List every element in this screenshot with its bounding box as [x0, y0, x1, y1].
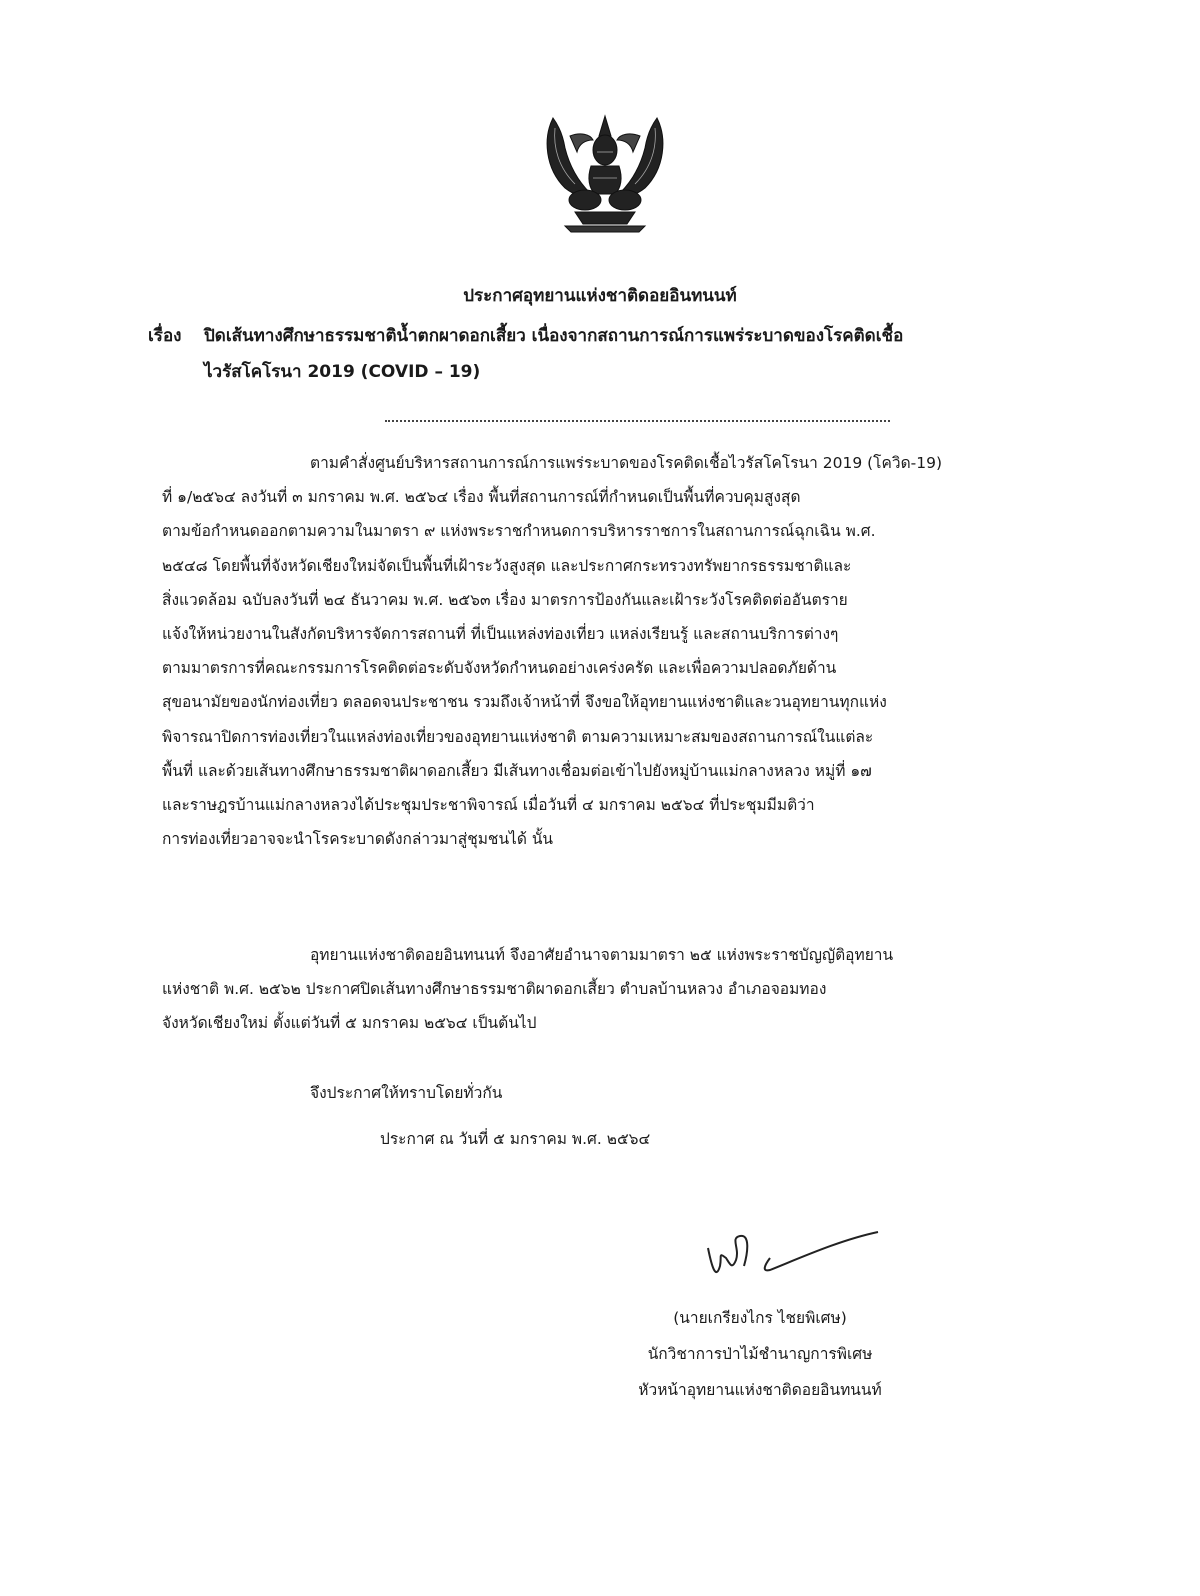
signatory-position: นักวิชาการป่าไม้ชำนาญการพิเศษ: [647, 1345, 873, 1363]
paragraph-line: ตามคำสั่งศูนย์บริหารสถานการณ์การแพร่ระบาดของโรคติดเชื้อไวรัสโคโรนา 2019 (โควิด-19): [310, 454, 943, 472]
announcement-date: ประกาศ ณ วันที่ ๕ มกราคม พ.ศ. ๒๕๖๔: [380, 1130, 651, 1148]
subject-line-1: ปิดเส้นทางศึกษาธรรมชาติน้ำตกผาดอกเสี้ยว เนื่องจากสถานการณ์การแพร่ระบาดของโรคติดเชื้อ: [204, 326, 904, 346]
paragraph-line: ตามข้อกำหนดออกตามความในมาตรา ๙ แห่งพระราชกำหนดการบริหารราชการในสถานการณ์ฉุกเฉิน พ.ศ.: [162, 522, 876, 541]
paragraph-1: [162, 446, 1076, 856]
garuda-emblem-icon: [535, 108, 675, 233]
paragraph-line: สิ่งแวดล้อม ฉบับลงวันที่ ๒๔ ธันวาคม พ.ศ. ๒๕๖๓ เรื่อง มาตรการป้องกันและเฝ้าระวังโรคติดต่ออันตราย: [162, 590, 848, 609]
signature-icon: [700, 1218, 880, 1288]
notice-line: จึงประกาศให้ทราบโดยทั่วกัน: [310, 1084, 503, 1102]
paragraph-line: อุทยานแห่งชาติดอยอินทนนท์ จึงอาศัยอำนาจตามมาตรา ๒๕ แห่งพระราชบัญญัติอุทยาน: [310, 946, 894, 964]
paragraph-line: พิจารณาปิดการท่องเที่ยวในแหล่งท่องเที่ยวของอุทยานแห่งชาติ ตามความเหมาะสมของสถานการณ์ในแต่ละ: [162, 727, 874, 746]
paragraph-line: พื้นที่ และด้วยเส้นทางศึกษาธรรมชาติผาดอกเสี้ยว มีเส้นทางเชื่อมต่อเข้าไปยังหมู่บ้านแม่กลางหลวง หมู่ที่ ๑๗: [162, 761, 872, 780]
paragraph-line: แห่งชาติ พ.ศ. ๒๕๖๒ ประกาศปิดเส้นทางศึกษาธรรมชาติผาดอกเสี้ยว ตำบลบ้านหลวง อำเภอจอมทอง: [162, 980, 827, 999]
paragraph-line: จังหวัดเชียงใหม่ ตั้งแต่วันที่ ๕ มกราคม ๒๕๖๔ เป็นต้นไป: [162, 1014, 537, 1033]
paragraph-line: สุขอนามัยของนักท่องเที่ยว ตลอดจนประชาชน รวมถึงเจ้าหน้าที่ จึงขอให้อุทยานแห่งชาติและวนอุทยานทุกแห่ง: [162, 693, 887, 712]
signatory-name: (นายเกรียงไกร ไชยพิเศษ): [673, 1309, 847, 1327]
subject-label: เรื่อง: [148, 326, 182, 346]
paragraph-line: ตามมาตรการที่คณะกรรมการโรคติดต่อระดับจังหวัดกำหนดอย่างเคร่งครัด และเพื่อความปลอดภัยด้าน: [162, 659, 837, 678]
subject-line-2: ไวรัสโคโรนา 2019 (COVID – 19): [204, 362, 481, 382]
signatory-block: [590, 1300, 930, 1408]
paragraph-line: ๒๕๔๘ โดยพื้นที่จังหวัดเชียงใหม่จัดเป็นพื้นที่เฝ้าระวังสูงสุด และประกาศกระทรวงทรัพยากรธรรมชาติและ: [162, 556, 852, 575]
page-title: ประกาศอุทยานแห่งชาติดอยอินทนนท์: [463, 286, 737, 306]
paragraph-line: ที่ ๑/๒๕๖๔ ลงวันที่ ๓ มกราคม พ.ศ. ๒๕๖๔ เรื่อง พื้นที่สถานการณ์ที่กำหนดเป็นพื้นที่ควบคุมสูงสุด: [162, 488, 801, 507]
paragraph-line: การท่องเที่ยวอาจจะนำโรคระบาดดังกล่าวมาสู่ชุมชนได้ นั้น: [162, 830, 554, 849]
signatory-office: หัวหน้าอุทยานแห่งชาติดอยอินทนนท์: [638, 1381, 882, 1399]
paragraph-2: [162, 938, 1076, 1041]
dotted-separator: [385, 420, 890, 422]
paragraph-line: แจ้งให้หน่วยงานในสังกัดบริหารจัดการสถานที่ ที่เป็นแหล่งท่องเที่ยว แหล่งเรียนรู้ และสถานบริการต่างๆ: [162, 624, 839, 643]
paragraph-line: และราษฎรบ้านแม่กลางหลวงได้ประชุมประชาพิจารณ์ เมื่อวันที่ ๔ มกราคม ๒๕๖๔ ที่ประชุมมีมติว่า: [162, 795, 815, 814]
